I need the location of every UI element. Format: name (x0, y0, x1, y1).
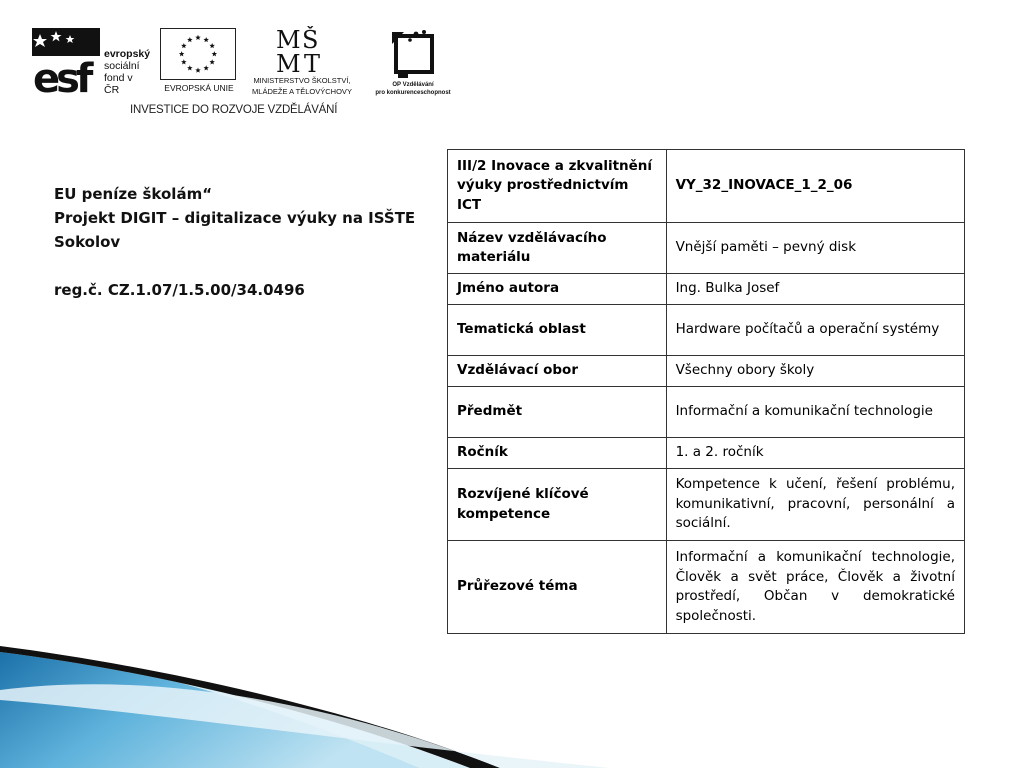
msmt-icon (274, 26, 330, 74)
table-row (448, 223, 965, 274)
eu-logo (160, 28, 238, 98)
project-info (54, 182, 434, 302)
table-row (448, 305, 965, 356)
svg-text:M: M (276, 26, 301, 54)
table-value: Informační a komunikační technologie, Člověk a svět práce, Člověk a životní prostředí, Občan v demokratické společnosti. (666, 541, 964, 634)
table-row (448, 274, 965, 305)
swoosh-light-band (0, 648, 470, 768)
svg-text:esf: esf (33, 56, 90, 94)
eu-flag-icon (160, 28, 236, 80)
registration-number: reg.č. CZ.1.07/1.5.00/34.0496 (54, 281, 305, 299)
eu-label: EVROPSKÁ UNIE (164, 83, 234, 93)
op-line: pro konkurenceschopnost (375, 89, 451, 96)
table-key: Jméno autora (448, 274, 667, 305)
table-key: Průřezové téma (448, 541, 667, 634)
project-line-1: EU peníze školám“ (54, 185, 213, 203)
table-value: Informační a komunikační technologie (666, 387, 964, 438)
logo-strip (30, 26, 460, 122)
svg-text:T: T (304, 50, 321, 74)
op-icon (386, 28, 440, 82)
table-value: Vnější paměti – pevný disk (666, 223, 964, 274)
swoosh-pale-band (0, 684, 610, 768)
msmt-line: MLÁDEŽE A TĚLOVÝCHOVY (252, 87, 352, 96)
investice-tagline: INVESTICE DO ROZVOJE VZDĚLÁVÁNÍ (130, 104, 338, 116)
msmt-logo (238, 26, 366, 100)
table-key: Vzdělávací obor (448, 356, 667, 387)
table-value: Kompetence k učení, řešení problému, komunikativní, pracovní, personální a sociální. (666, 469, 964, 541)
table-row (448, 150, 965, 223)
swoosh-blue-band (0, 648, 420, 768)
table-row (448, 438, 965, 469)
table-key: III/2 Inovace a zkvalitnění výuky prostřednictvím ICT (448, 150, 667, 223)
table-key: Ročník (448, 438, 667, 469)
table-key: Tematická oblast (448, 305, 667, 356)
esf-icon (32, 28, 100, 94)
material-info-table (447, 149, 965, 634)
esf-line: evropský (104, 48, 151, 60)
table-row (448, 541, 965, 634)
table-value: Všechny obory školy (666, 356, 964, 387)
svg-text:M: M (276, 50, 301, 74)
spacer (54, 254, 434, 278)
table-key: Název vzdělávacího materiálu (448, 223, 667, 274)
msmt-line: MINISTERSTVO ŠKOLSTVÍ, (253, 76, 351, 85)
esf-line: fond v ČR (104, 72, 133, 96)
project-line-2: Projekt DIGIT – digitalizace výuky na ISŠTE Sokolov (54, 209, 416, 251)
esf-text (104, 48, 150, 96)
swoosh-black-band (0, 646, 500, 768)
op-line: OP Vzdělávání (392, 82, 434, 88)
op-logo (370, 28, 456, 98)
esf-logo (32, 28, 151, 98)
svg-text:Š: Š (302, 26, 319, 54)
table-value: 1. a 2. ročník (666, 438, 964, 469)
table-key: Rozvíjené klíčové kompetence (448, 469, 667, 541)
esf-line: sociální (104, 60, 140, 72)
table-row (448, 469, 965, 541)
table-value: Hardware počítačů a operační systémy (666, 305, 964, 356)
table-value: VY_32_INOVACE_1_2_06 (666, 150, 964, 223)
table-value: Ing. Bulka Josef (666, 274, 964, 305)
table-row (448, 356, 965, 387)
table-key: Předmět (448, 387, 667, 438)
table-row (448, 387, 965, 438)
